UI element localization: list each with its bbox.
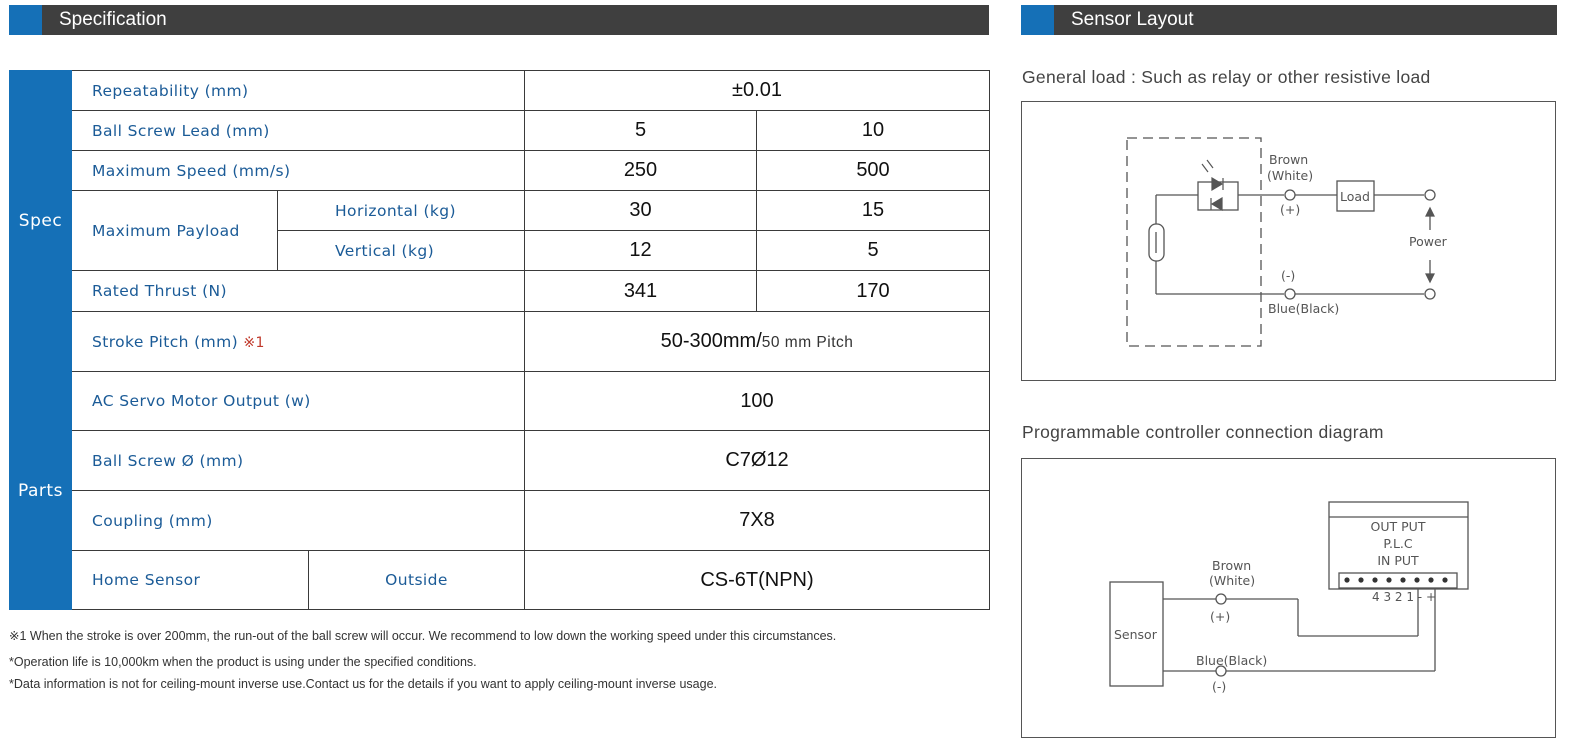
rated-thrust-value-1: 341 [525, 271, 757, 312]
minus-label: (-) [1281, 268, 1296, 283]
stroke-pitch-value-cell [525, 312, 990, 372]
stroke-pitch-label: Stroke Pitch (mm) [92, 332, 239, 351]
arrow-up-icon [1426, 208, 1434, 216]
footnote-1: ※1 When the stroke is over 200mm, the run-out of the ball screw will occur. We recommend to low down the working speed under this circumstances. [9, 629, 837, 643]
terminal-power-minus [1425, 289, 1435, 299]
sensor-layout-title: Sensor Layout [1071, 9, 1194, 30]
terminal-brown [1285, 190, 1295, 200]
repeatability-label: Repeatability (mm) [72, 71, 525, 111]
plc-label: P.L.C [1383, 536, 1413, 551]
sensor-layout-header [1021, 5, 1557, 35]
table-row [10, 551, 990, 610]
plus-label: (+) [1280, 202, 1301, 217]
header-accent [1021, 5, 1054, 35]
light-ray-icon [1207, 160, 1213, 168]
max-speed-value-1: 250 [525, 151, 757, 191]
footnote-2: *Operation life is 10,000km when the product is using under the specified conditions. [9, 655, 477, 669]
stroke-pitch-unit: 50 mm Pitch [761, 334, 854, 351]
plc-connection-diagram [1021, 458, 1556, 738]
table-row [10, 491, 990, 551]
terminal-numbers: 4 3 2 1 - + [1372, 590, 1436, 604]
brown-label: Brown [1269, 152, 1309, 167]
ball-screw-dia-value: C7Ø12 [525, 431, 990, 491]
home-sensor-position: Outside [309, 551, 525, 610]
plc-terminal-dots [1344, 577, 1447, 582]
specification-title: Specification [59, 9, 167, 30]
ball-screw-lead-label: Ball Screw Lead (mm) [72, 111, 525, 151]
table-row [10, 111, 990, 151]
rated-thrust-value-2: 170 [757, 271, 990, 312]
diode-icon [1212, 198, 1222, 210]
ac-servo-value: 100 [525, 372, 990, 431]
power-label: Power [1409, 234, 1447, 249]
max-payload-label: Maximum Payload [72, 191, 278, 271]
parts-group-label: Parts [10, 372, 72, 610]
minus-label: (-) [1212, 679, 1227, 694]
specification-table [9, 70, 990, 610]
blue-black-label: Blue(Black) [1268, 301, 1340, 316]
sensor-dashed-box [1127, 138, 1261, 346]
white-label: (White) [1209, 573, 1256, 588]
terminal-blue [1285, 289, 1295, 299]
max-speed-label: Maximum Speed (mm/s) [72, 151, 525, 191]
table-row [10, 312, 990, 372]
coupling-value: 7X8 [525, 491, 990, 551]
table-row [10, 431, 990, 491]
general-load-title: General load : Such as relay or other resistive load [1022, 67, 1431, 87]
stroke-pitch-label-cell [72, 312, 525, 372]
rated-thrust-label: Rated Thrust (N) [72, 271, 525, 312]
white-label: (White) [1267, 168, 1314, 183]
stroke-pitch-value: 50-300mm/ [660, 330, 762, 352]
vertical-value-1: 12 [525, 231, 757, 271]
blue-black-label: Blue(Black) [1196, 653, 1268, 668]
horizontal-label: Horizontal (kg) [278, 191, 525, 231]
home-sensor-value: CS-6T(NPN) [525, 551, 990, 610]
home-sensor-label: Home Sensor [72, 551, 309, 610]
plc-output-label: OUT PUT [1370, 519, 1426, 534]
plc-input-label: IN PUT [1377, 553, 1419, 568]
brown-label: Brown [1212, 558, 1252, 573]
table-row [10, 191, 990, 231]
plc-diagram-title: Programmable controller connection diagram [1022, 422, 1384, 442]
vertical-value-2: 5 [757, 231, 990, 271]
general-load-circuit [1022, 102, 1557, 382]
terminal-brown [1216, 594, 1226, 604]
spec-group-label: Spec [10, 71, 72, 372]
table-row [10, 271, 990, 312]
sensor-label: Sensor [1114, 627, 1157, 642]
ball-screw-lead-value-2: 10 [757, 111, 990, 151]
table-row [10, 151, 990, 191]
header-accent [9, 5, 42, 35]
ball-screw-dia-label: Ball Screw Ø (mm) [72, 431, 525, 491]
ac-servo-label: AC Servo Motor Output (w) [72, 372, 525, 431]
horizontal-value-2: 15 [757, 191, 990, 231]
table-row [10, 71, 990, 111]
repeatability-value: ±0.01 [525, 71, 990, 111]
terminal-power-plus [1425, 190, 1435, 200]
footnote-3: *Data information is not for ceiling-mount inverse use.Contact us for the details if you want to apply ceiling-mount inverse usage. [9, 677, 718, 691]
specification-header [9, 5, 989, 35]
max-speed-value-2: 500 [757, 151, 990, 191]
plc-circuit [1022, 459, 1557, 739]
plc-terminal-strip [1339, 573, 1457, 588]
table-row [10, 372, 990, 431]
light-ray-icon [1202, 164, 1208, 172]
vertical-label: Vertical (kg) [278, 231, 525, 271]
arrow-down-icon [1426, 274, 1434, 282]
coupling-label: Coupling (mm) [72, 491, 525, 551]
general-load-diagram [1021, 101, 1556, 381]
footnote-marker: ※1 [243, 334, 265, 351]
plus-label: (+) [1210, 609, 1231, 624]
horizontal-value-1: 30 [525, 191, 757, 231]
load-label: Load [1340, 189, 1370, 204]
led-diode-icon [1212, 178, 1222, 190]
ball-screw-lead-value-1: 5 [525, 111, 757, 151]
